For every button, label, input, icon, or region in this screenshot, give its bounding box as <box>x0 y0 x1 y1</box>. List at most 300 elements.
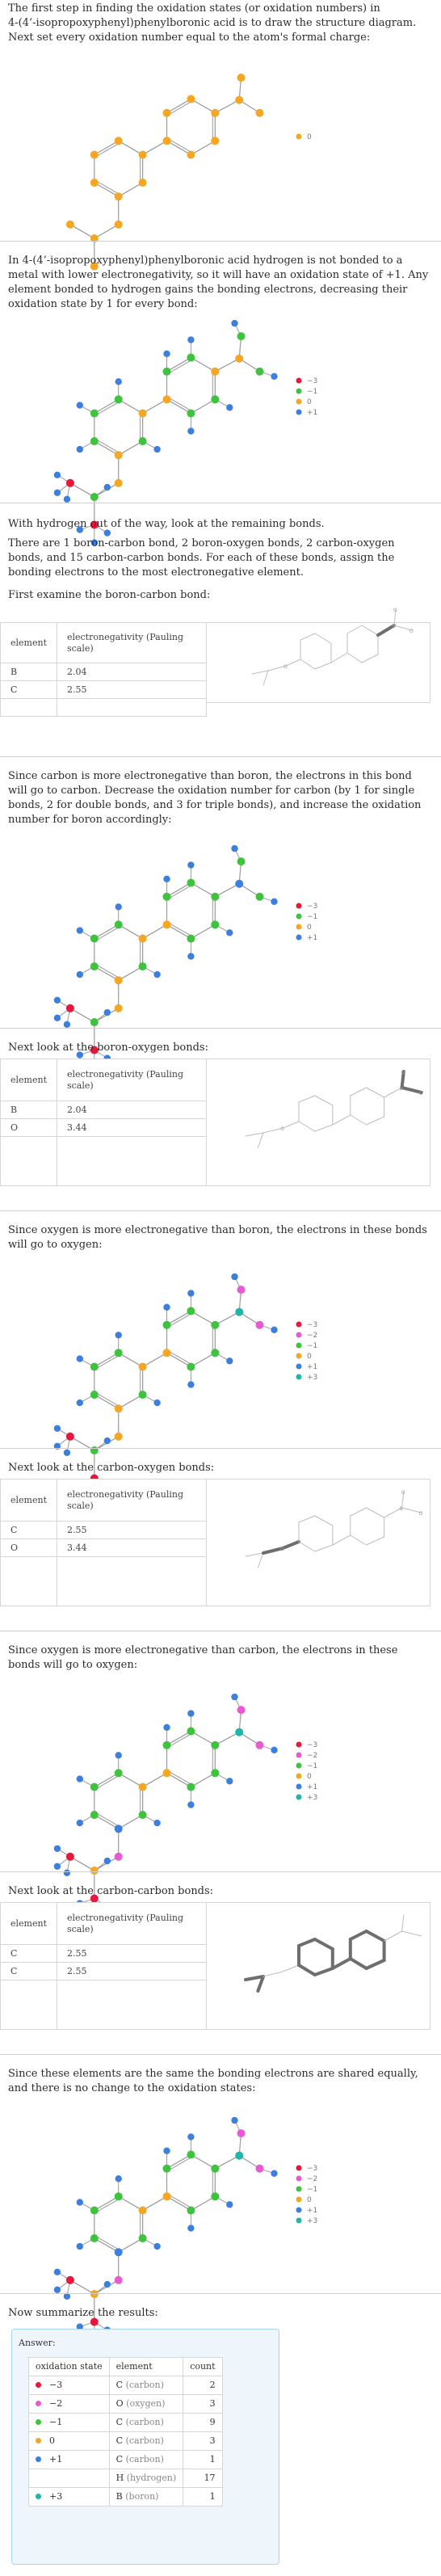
summary-intro: Now summarize the results: <box>8 2307 158 2319</box>
bond <box>119 1353 143 1366</box>
cell-element: O <box>1 1539 57 1557</box>
state-cell <box>29 2395 110 2414</box>
hydrogen-atom <box>226 1357 233 1364</box>
legend-label: +3 <box>307 1374 318 1382</box>
divider <box>0 756 441 757</box>
hydrogen-atom <box>54 1425 61 1432</box>
bo-intro: Next look at the boron-oxygen bonds: <box>8 1042 208 1054</box>
state-cell <box>29 2469 110 2488</box>
state-cell <box>29 2488 110 2507</box>
legend-dot <box>296 924 302 930</box>
cell-element: C <box>1 1963 57 1980</box>
atom <box>66 479 74 487</box>
element-symbol: B <box>116 2491 126 2502</box>
legend-dot <box>296 1322 302 1328</box>
bond <box>215 1312 239 1325</box>
atom <box>139 179 147 187</box>
bond <box>94 441 119 455</box>
atom <box>90 1811 99 1819</box>
hydrogen-atom <box>187 1710 194 1716</box>
legend-label: 0 <box>307 133 312 141</box>
atom <box>115 1433 123 1441</box>
skeletal-bond <box>315 1516 333 1526</box>
hydrogen-atom <box>226 1778 233 1784</box>
hydrogen-atom <box>104 1858 111 1864</box>
bond <box>70 225 94 238</box>
skeletal-bond <box>331 653 347 663</box>
skeletal-bond <box>258 1133 263 1147</box>
atom <box>90 410 99 418</box>
hydrogen-atom <box>187 1801 194 1808</box>
legend-label: +1 <box>307 409 318 417</box>
hydrogen-atom <box>153 971 160 978</box>
element-symbol: C <box>116 2417 126 2427</box>
cell-value: 3.44 <box>57 1119 206 1137</box>
legend-dot <box>296 2218 302 2224</box>
hydrogen-atom <box>163 1724 170 1731</box>
col-element: element <box>1 1903 57 1945</box>
divider <box>0 2293 441 2294</box>
hydrogen-text: In 4‑(4’‑isopropoxyphenyl)phenylboronic acid hydrogen is not bonded to a metal with lower electronegativity, so it will have an oxidation state of +1. Any element bonded to hydrogen gains the bonding electrons, decreasing their oxidation state by 1 for every bond: <box>8 255 429 310</box>
hydrogen-atom <box>104 1437 111 1444</box>
atom <box>139 1783 147 1791</box>
skeletal-bond <box>351 1088 367 1096</box>
col-element: element <box>1 1480 57 1522</box>
cell-element: C <box>1 1522 57 1539</box>
atom <box>187 410 195 418</box>
bond <box>143 1773 167 1787</box>
double-bond <box>95 1392 120 1406</box>
divider <box>0 1871 441 1872</box>
structure-diagram-hydrogen <box>0 307 441 501</box>
skeletal-bond <box>367 1931 384 1941</box>
atom <box>256 893 264 901</box>
bond <box>143 141 167 154</box>
legend-dot <box>296 1353 302 1359</box>
bond <box>215 100 239 113</box>
hydrogen-atom <box>226 929 233 936</box>
atom <box>163 1349 171 1357</box>
legend-dot <box>296 914 302 920</box>
hydrogen-atom <box>153 2243 160 2250</box>
atom <box>187 1728 195 1736</box>
atom <box>115 920 123 928</box>
bond <box>167 883 191 897</box>
hydrogen-atom <box>187 336 194 343</box>
bond <box>70 483 94 497</box>
atom <box>163 1321 171 1329</box>
hydrogen-atom <box>163 876 170 882</box>
cell-value: 2.55 <box>57 1963 206 1980</box>
legend-label: +1 <box>307 2207 318 2215</box>
legend-dot <box>296 2166 302 2171</box>
atom <box>235 880 243 888</box>
atom-label: B <box>392 624 396 629</box>
atom <box>187 151 195 159</box>
state-color-dot <box>36 2456 41 2462</box>
skeletal-bond <box>246 1133 263 1136</box>
cell-value: 2.55 <box>57 1522 206 1539</box>
element-name: (boron) <box>125 2491 159 2502</box>
count-cell: 9 <box>183 2414 222 2432</box>
summary-table <box>28 2357 223 2507</box>
legend-label: −1 <box>307 2186 318 2194</box>
hydrogen-atom <box>116 903 122 910</box>
count-cell: 1 <box>183 2488 222 2507</box>
state-value: 0 <box>49 2435 55 2446</box>
bond <box>167 2196 191 2210</box>
atom <box>211 2165 219 2173</box>
skeletal-bond <box>263 671 268 685</box>
atom <box>90 1783 99 1791</box>
double-bond <box>95 402 120 415</box>
bond <box>119 1395 143 1408</box>
bond <box>167 99 191 113</box>
double-bond <box>168 1313 192 1327</box>
bond <box>191 1353 215 1366</box>
hydrogen-atom <box>187 861 194 868</box>
skeletal-bond <box>362 655 378 663</box>
atom <box>235 355 243 363</box>
bond <box>119 399 143 413</box>
atom <box>211 1741 219 1749</box>
atom <box>115 1404 123 1412</box>
legend-label: −3 <box>307 903 318 911</box>
atom <box>211 368 219 376</box>
bond <box>191 2155 215 2169</box>
hydrogen-atom <box>271 373 277 380</box>
atom <box>163 920 171 928</box>
bond <box>167 399 191 413</box>
atom <box>115 221 123 229</box>
atom <box>66 2276 74 2284</box>
legend-dot <box>296 410 302 415</box>
state-value: +1 <box>49 2454 63 2464</box>
answer-box <box>11 2329 279 2565</box>
bond <box>191 99 215 113</box>
skeletal-structure-bo-highlight <box>212 1070 428 1172</box>
hydrogen-atom <box>77 402 83 408</box>
double-bond <box>168 1771 192 1785</box>
bond <box>191 358 215 372</box>
hydrogen-atom <box>54 997 61 1004</box>
element-cell <box>109 2376 183 2395</box>
bond <box>215 2156 239 2169</box>
state-value: +3 <box>49 2491 63 2502</box>
bond <box>215 1732 239 1745</box>
bond <box>191 1773 215 1787</box>
skeletal-bond <box>283 1122 299 1128</box>
hydrogen-atom <box>271 899 277 905</box>
atom <box>187 95 195 103</box>
legend-dot <box>296 1374 302 1380</box>
bond <box>167 1353 191 1366</box>
hydrogen-atom <box>187 427 194 434</box>
atom <box>211 137 219 145</box>
atom <box>90 2290 99 2298</box>
atom <box>139 935 147 943</box>
state-color-dot <box>36 2419 41 2425</box>
double-bond <box>95 927 120 941</box>
atom <box>115 395 123 403</box>
atom <box>115 1769 123 1777</box>
legend-dot <box>296 1742 302 1748</box>
bond <box>94 183 119 196</box>
double-bond <box>168 2157 192 2170</box>
hydrogen-atom <box>104 1009 111 1016</box>
atom <box>237 1286 246 1294</box>
skeletal-bond <box>299 1939 315 1946</box>
atom <box>139 1363 147 1371</box>
atom <box>211 1769 219 1777</box>
legend-dot <box>296 1763 302 1769</box>
summary-row <box>29 2414 223 2432</box>
double-bond <box>168 923 192 937</box>
double-bond <box>168 139 192 153</box>
skeletal-bond <box>300 633 315 640</box>
legend-label: +1 <box>307 1363 318 1371</box>
structure-diagram-final <box>0 2104 441 2290</box>
state-cell <box>29 2451 110 2469</box>
col-electronegativity: electronegativity (Pauling scale) <box>57 1903 206 1945</box>
double-bond <box>168 1351 192 1365</box>
atom <box>115 2248 123 2256</box>
skeletal-bond <box>283 1965 299 1972</box>
atom <box>139 1391 147 1399</box>
skeletal-structure-bc-highlight <box>212 608 428 700</box>
atom <box>90 2234 99 2242</box>
element-cell <box>109 2469 183 2488</box>
skeletal-bond <box>347 625 362 633</box>
col-electronegativity: electronegativity (Pauling scale) <box>57 1059 206 1101</box>
col-electronegativity: electronegativity (Pauling scale) <box>57 623 206 663</box>
state-value: −3 <box>49 2380 63 2390</box>
atom <box>115 2192 123 2200</box>
skeletal-bond <box>333 1115 351 1125</box>
atom-label: O <box>418 1091 423 1096</box>
state-value: −1 <box>49 2417 63 2427</box>
atom <box>235 96 243 104</box>
summary-row <box>29 2469 223 2488</box>
atom <box>115 192 123 200</box>
hydrogen-atom <box>163 1304 170 1311</box>
cell-element: B <box>1 663 57 681</box>
atom <box>256 1741 264 1749</box>
bo-result-text: Since oxygen is more electronegative than boron, the electrons in these bonds will go to oxygen: <box>8 1224 427 1251</box>
atom <box>163 893 171 901</box>
cell-value: 2.04 <box>57 663 206 681</box>
atom <box>90 1363 99 1371</box>
col-oxidation-state: oxidation state <box>29 2358 110 2376</box>
atom <box>237 857 246 865</box>
atom <box>90 935 99 943</box>
structure-diagram-co <box>0 1681 441 1867</box>
cell-value: 3.44 <box>57 1539 206 1557</box>
cell-element: C <box>1 681 57 699</box>
atom <box>235 1728 243 1736</box>
atom <box>163 1741 171 1749</box>
skeletal-bond <box>252 671 268 674</box>
bond <box>119 2238 143 2252</box>
legend-label: +3 <box>307 1794 318 1802</box>
element-cell <box>109 2488 183 2507</box>
bond <box>167 2155 191 2169</box>
atom <box>115 479 123 487</box>
remaining-text-2: There are 1 boron-carbon bond, 2 boron-oxygen bonds, 2 carbon-oxygen bonds, and 15 carbon-carbon bonds. For each of these bonds, assign the bonding electrons to the most electronegative element. <box>8 537 395 579</box>
skeletal-bond <box>299 1096 315 1102</box>
atom-label: O <box>418 1511 423 1517</box>
hydrogen-atom <box>226 404 233 410</box>
atom <box>115 1004 123 1012</box>
hydrogen-atom <box>77 927 83 933</box>
atom <box>187 1363 195 1371</box>
hydrogen-atom <box>231 845 237 852</box>
hydrogen-atom <box>231 1694 237 1700</box>
atom-label: O <box>410 629 414 634</box>
skeletal-bond <box>347 653 362 663</box>
skeletal-bond <box>351 1959 367 1968</box>
skeletal-bond <box>315 1545 333 1551</box>
state-color-dot <box>36 2438 41 2443</box>
element-symbol: C <box>116 2454 126 2464</box>
col-element: element <box>1 1059 57 1101</box>
hydrogen-atom <box>231 320 237 326</box>
col-element: element <box>1 623 57 663</box>
bond <box>119 966 143 980</box>
bond <box>94 924 119 938</box>
legend-dot <box>296 935 302 941</box>
legend-dot <box>296 1795 302 1800</box>
bond <box>119 2196 143 2210</box>
hydrogen-atom <box>271 1327 277 1333</box>
state-color-dot <box>36 2494 41 2499</box>
skeletal-bond <box>286 659 300 666</box>
count-cell: 3 <box>183 2432 222 2451</box>
intro-text: The first step in finding the oxidation states (or oxidation numbers) in 4‑(4’‑isopropoxyphenyl)phenylboronic acid is to draw the structure diagram. Next set every oxidation number equal to the atom's formal charge: <box>8 2 417 44</box>
double-bond <box>168 2195 192 2208</box>
atom <box>256 2165 264 2173</box>
bond <box>119 1773 143 1787</box>
bond <box>191 1732 215 1745</box>
hydrogen-atom <box>54 472 61 478</box>
double-bond <box>168 1733 192 1747</box>
atom <box>139 437 147 445</box>
hydrogen-atom <box>77 1820 83 1826</box>
hydrogen-atom <box>153 446 160 452</box>
skeletal-bond <box>351 1115 367 1125</box>
element-cell <box>109 2395 183 2414</box>
electronegativity-table-co <box>0 1479 207 1606</box>
hydrogen-atom <box>104 2281 111 2288</box>
state-cell <box>29 2432 110 2451</box>
hydrogen-atom <box>64 1450 70 1456</box>
atom <box>139 410 147 418</box>
bond <box>119 1815 143 1829</box>
hydrogen-atom <box>116 2175 122 2182</box>
divider <box>0 1448 441 1449</box>
bond <box>70 1857 94 1871</box>
skeletal-bond <box>367 1537 384 1545</box>
divider <box>0 2054 441 2055</box>
count-cell: 17 <box>183 2469 222 2488</box>
atom-label: O <box>284 664 288 670</box>
state-cell <box>29 2414 110 2432</box>
skeletal-bond <box>367 1960 384 1968</box>
double-bond <box>95 1355 120 1369</box>
element-name: (carbon) <box>125 2417 164 2427</box>
hydrogen-atom <box>187 1381 194 1387</box>
element-name: (carbon) <box>125 2454 164 2464</box>
bond <box>143 1353 167 1366</box>
hydrogen-atom <box>54 1846 61 1852</box>
hydrogen-atom <box>163 351 170 357</box>
summary-row <box>29 2395 223 2414</box>
skeletal-bond <box>367 1117 384 1125</box>
atom <box>211 2192 219 2200</box>
bond <box>191 141 215 154</box>
skeletal-bond <box>299 1965 315 1975</box>
atom <box>163 109 171 117</box>
double-bond <box>95 1775 120 1789</box>
hydrogen-atom <box>104 484 111 490</box>
skeletal-bond <box>384 1931 402 1941</box>
legend-dot <box>296 1364 302 1370</box>
legend-label: +1 <box>307 934 318 942</box>
atom-label: O <box>280 1126 284 1132</box>
atom <box>211 1349 219 1357</box>
bond <box>119 183 143 196</box>
hydrogen-atom <box>231 2117 237 2124</box>
hydrogen-atom <box>271 2170 277 2177</box>
skeletal-bond <box>367 1508 384 1517</box>
double-bond <box>168 885 192 899</box>
hydrogen-atom <box>54 2269 61 2275</box>
skeletal-bond <box>258 1553 263 1568</box>
bond <box>94 399 119 413</box>
skeletal-structure-co-highlight <box>212 1490 428 1592</box>
bc-result-text: Since carbon is more electronegative than boron, the electrons in this bond will go to carbon. Decrease the oxidation number for carbon (by 1 for single bonds, 2 for double bonds, and 3 for triple bonds), and increase the oxidation number for boron accordingly: <box>8 770 422 826</box>
double-bond <box>95 2236 120 2250</box>
bond <box>94 966 119 980</box>
bond <box>70 1008 94 1022</box>
state-cell <box>29 2376 110 2395</box>
summary-row <box>29 2451 223 2469</box>
double-bond <box>168 360 192 373</box>
legend-dot <box>296 399 302 405</box>
bond <box>167 1732 191 1745</box>
atom <box>90 179 99 187</box>
bond <box>191 883 215 897</box>
cell-value: 2.55 <box>57 681 206 699</box>
skeletal-bond <box>351 1508 367 1516</box>
hydrogen-atom <box>64 1870 70 1876</box>
atom <box>139 2207 147 2215</box>
atom <box>211 109 219 117</box>
hydrogen-atom <box>226 2201 233 2208</box>
cell-value: 2.55 <box>57 1945 206 1963</box>
legend-dot <box>296 2176 302 2182</box>
atom <box>139 2234 147 2242</box>
skeletal-bond <box>367 1088 384 1097</box>
atom <box>115 1853 123 1861</box>
legend-label: −1 <box>307 1762 318 1770</box>
atom-label: O <box>401 1070 405 1075</box>
skeletal-bond <box>315 1125 333 1131</box>
cc-intro: Next look at the carbon-carbon bonds: <box>8 1885 214 1897</box>
double-bond <box>95 2199 120 2212</box>
atom <box>90 962 99 970</box>
bond <box>119 141 143 154</box>
